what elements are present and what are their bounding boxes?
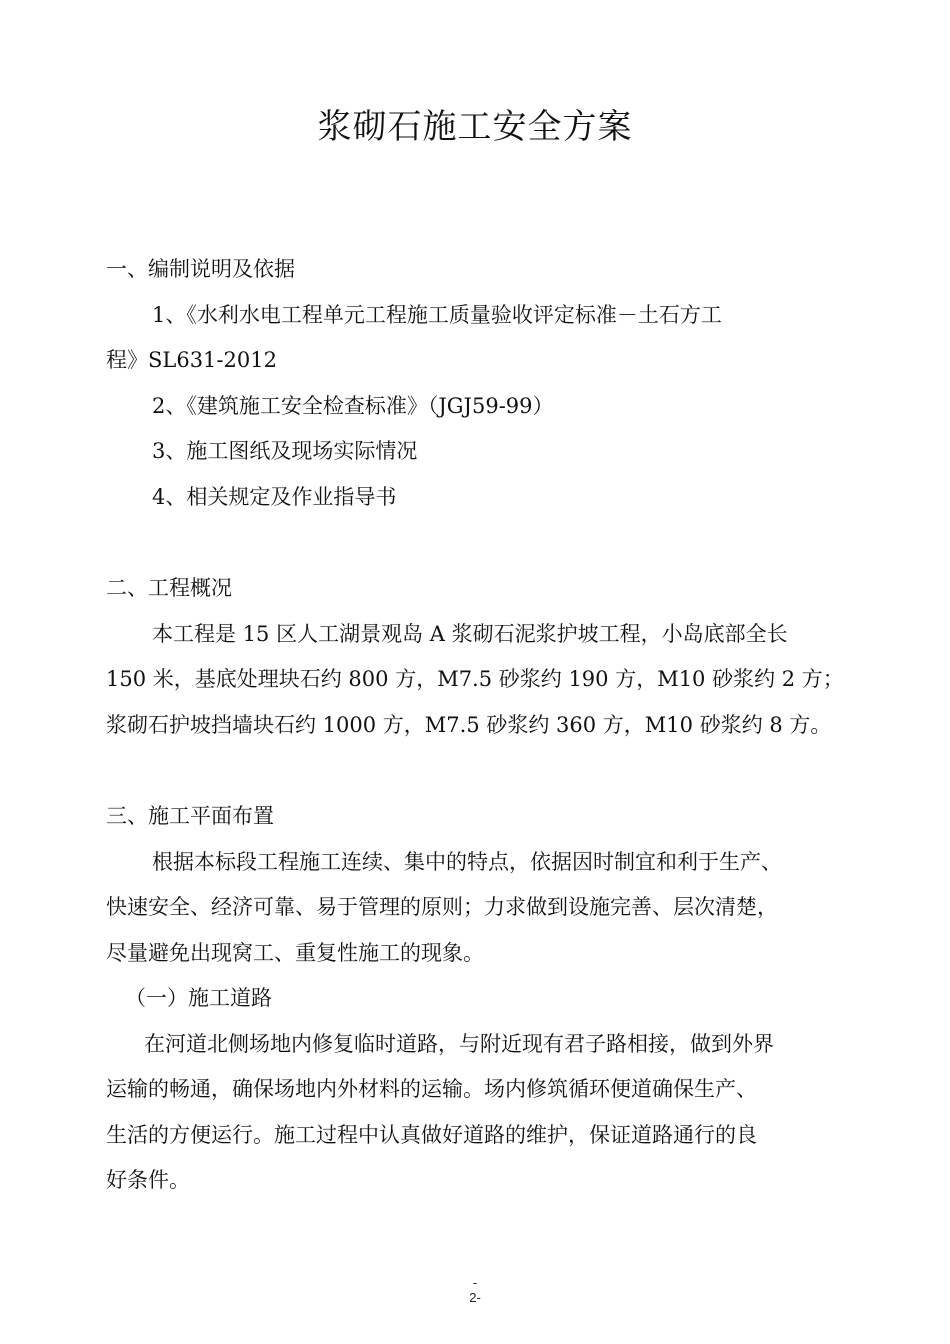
section-3-heading: 三、施工平面布置 xyxy=(106,804,274,828)
subsection-road-heading: （一）施工道路 xyxy=(125,986,272,1010)
page-number-dash: - xyxy=(472,1275,478,1290)
reference-item-2: 2、《建筑施工安全检查标准》（JGJ59-99） xyxy=(152,394,554,418)
layout-line-3: 尽量避免出现窝工、重复性施工的现象。 xyxy=(106,941,484,965)
reference-item-4: 4、相关规定及作业指导书 xyxy=(152,485,397,509)
reference-item-3: 3、施工图纸及现场实际情况 xyxy=(152,439,418,463)
section-1-heading: 一、编制说明及依据 xyxy=(106,257,295,281)
section-2-heading: 二、工程概况 xyxy=(106,576,232,600)
road-line-2: 运输的畅通，确保场地内外材料的运输。场内修筑循环便道确保生产、 xyxy=(106,1077,757,1101)
road-line-3: 生活的方便运行。施工过程中认真做好道路的维护，保证道路通行的良 xyxy=(106,1123,757,1147)
reference-item-1-line-2: 程》SL631-2012 xyxy=(106,348,277,372)
road-line-1: 在河道北侧场地内修复临时道路，与附近现有君子路相接，做到外界 xyxy=(144,1032,774,1056)
overview-line-3: 浆砌石护坡挡墙块石约 1000 方，M7.5 砂浆约 360 方，M10 砂浆约 8 方。 xyxy=(106,713,832,737)
document-title: 浆砌石施工安全方案 xyxy=(317,107,633,147)
overview-line-1: 本工程是 15 区人工湖景观岛 A 浆砌石泥浆护坡工程，小岛底部全长 xyxy=(152,622,788,646)
layout-line-2: 快速安全、经济可靠、易于管理的原则；力求做到设施完善、层次清楚， xyxy=(106,895,778,919)
road-line-4: 好条件。 xyxy=(106,1168,190,1192)
reference-item-1-line-1: 1、《水利水电工程单元工程施工质量验收评定标准－土石方工 xyxy=(152,303,722,327)
layout-line-1: 根据本标段工程施工连续、集中的特点，依据因时制宜和利于生产、 xyxy=(152,850,782,874)
overview-line-2: 150 米，基底处理块石约 800 方，M7.5 砂浆约 190 方，M10 砂浆约 2 方； xyxy=(106,667,844,691)
page-number: 2- xyxy=(469,1290,481,1305)
